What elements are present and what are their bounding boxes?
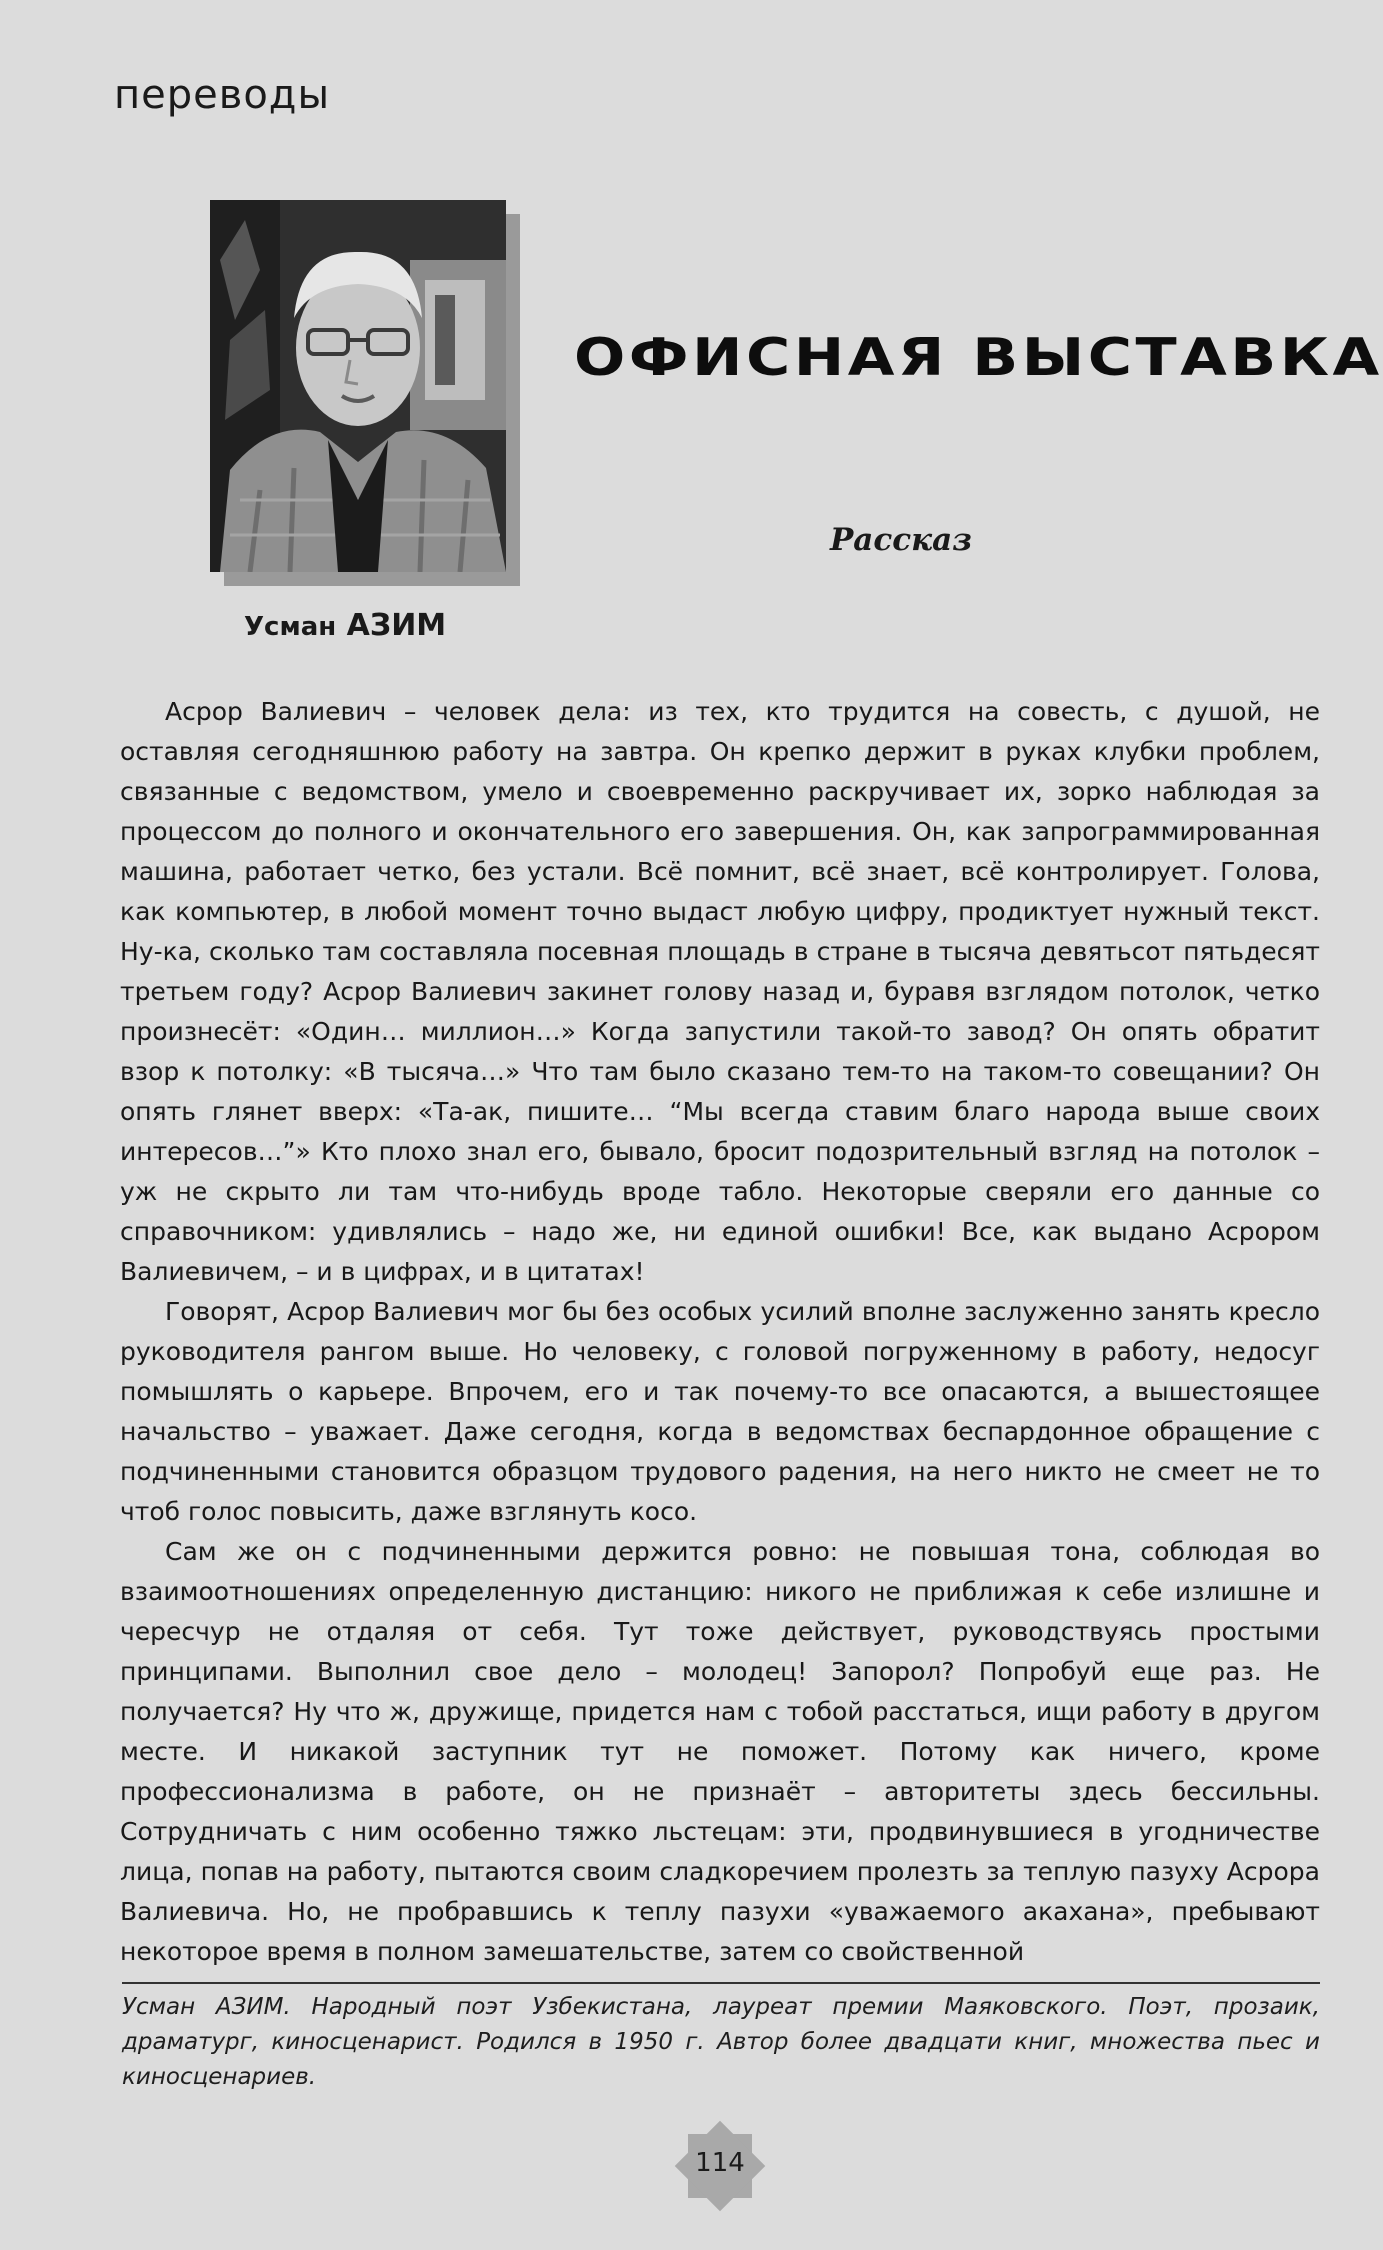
author-footnote: Усман АЗИМ. Народный поэт Узбекистана, лауреат премии Маяковского. Поэт, прозаик, драматург, киносценарист. Родился в 1950 г. Автор более двадцати книг, множества пьес и киносценариев. [122,1994,1320,2090]
author-name [244,608,446,643]
author-last-name: АЗИМ [346,608,447,643]
author-portrait-image [210,200,506,572]
author-photo [210,200,506,572]
story-title: ОФИСНАЯ ВЫСТАВКА [574,328,1383,388]
page-number: 114 [695,2148,745,2178]
page-number-badge [672,2118,768,2214]
story-body [120,692,1320,1972]
paragraph: Говорят, Асрор Валиевич мог бы без особых усилий вполне заслуженно занять кресло руководителя рангом выше. Но человеку, с головой погруженному в работу, недосуг помышлять о карьере. Впрочем, его и так почему-то все опасаются, а вышестоящее начальство – уважает. Даже сегодня, когда в ведомствах беспардонное обращение с подчиненными становится образцом трудового радения, на него никто не смеет не то чтоб голос повысить, даже взглянуть косо. [120,1297,1320,1526]
footnote-divider [122,1982,1320,1984]
paragraph: Сам же он с подчиненными держится ровно: не повышая тона, соблюдая во взаимоотношениях определенную дистанцию: никого не приближая к себе излишне и чересчур не отдаляя от себя. Тут тоже действует, руководствуясь простыми принципами. Выполнил свое дело – молодец! Запорол? Попробуй еще раз. Не получается? Ну что ж, дружище, придется нам с тобой расстаться, ищи работу в другом месте. И никакой заступник тут не поможет. Потому как ничего, кроме профессионализма в работе, он не признаёт – авторитеты здесь бессильны. Сотрудничать с ним особенно тяжко льстецам: эти, продвинувшиеся в угодничестве лица, попав на работу, пытаются своим сладкоречием пролезть за теплую пазуху Асрора Валиевича. Но, не пробравшись к теплу пазухи «уважаемого акахана», пребывают некоторое время в полном замешательстве, затем со свойственной [120,1537,1320,1966]
section-label: переводы [114,72,331,118]
paragraph: Асрор Валиевич – человек дела: из тех, кто трудится на совесть, с душой, не оставляя сегодняшнюю работу на завтра. Он крепко держит в руках клубки проблем, связанные с ведомством, умело и своевременно раскручивает их, зорко наблюдая за процессом до полного и окончательного его завершения. Он, как запрограммированная машина, работает четко, без устали. Всё помнит, всё знает, всё контролирует. Голова, как компьютер, в любой момент точно выдаст любую цифру, продиктует нужный текст. Ну-ка, сколько там составляла посевная площадь в стране в тысяча девятьсот пятьдесят третьем году? Асрор Валиевич закинет голову назад и, буравя взглядом потолок, четко произнесёт: «Один… миллион…» Когда запустили такой-то завод? Он опять обратит взор к потолку: «В тысяча…» Что там было сказано тем-то на таком-то совещании? Он опять глянет вверх: «Та-ак, пишите… “Мы всегда ставим благо народа выше своих интересов…”» Кто плохо знал его, бывало, бросит подозрительный взгляд на потолок – уж не скрыто ли там что-нибудь вроде табло. Некоторые сверяли его данные со справочником: удивлялись – надо же, ни единой ошибки! Все, как выдано Асрором Валиевичем, – и в цифрах, и в цитатах! [120,697,1320,1286]
author-first-name: Усман [244,612,337,642]
genre-label: Рассказ [830,522,972,558]
